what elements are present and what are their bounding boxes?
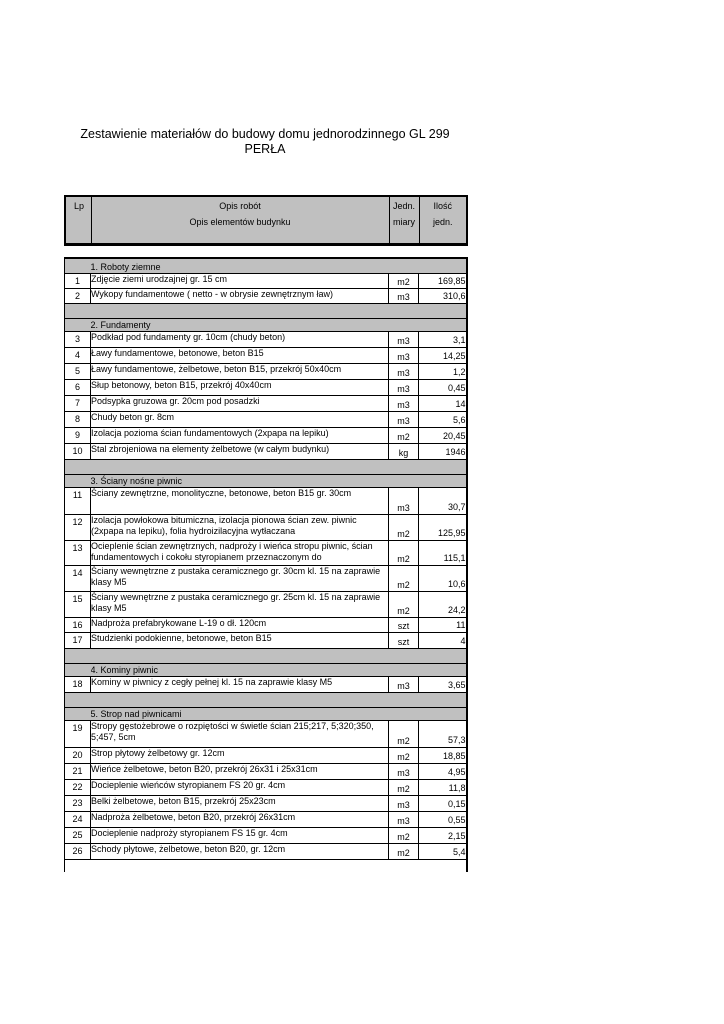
table-row <box>65 541 467 566</box>
row-quantity: 0,15 <box>419 796 467 812</box>
row-description: Podkład pod fundamenty gr. 10cm (chudy beton) <box>91 332 389 348</box>
row-description: Stropy gęstożebrowe o rozpiętości w świetle ścian 215;217, 5;320;350, 5;457, 5cm <box>91 721 389 748</box>
row-unit: m3 <box>389 812 419 828</box>
row-number: 17 <box>65 633 91 649</box>
row-unit: m3 <box>389 412 419 428</box>
row-unit: m2 <box>389 592 419 618</box>
section-lp-cell <box>65 664 91 677</box>
header-unit-line2: miary <box>393 217 415 227</box>
row-quantity: 5,4 <box>419 844 467 860</box>
row-unit: szt <box>389 618 419 633</box>
row-unit: m2 <box>389 515 419 541</box>
row-quantity: 14 <box>419 396 467 412</box>
row-number: 3 <box>65 332 91 348</box>
spacer-cell <box>65 460 467 475</box>
table-row <box>65 748 467 764</box>
row-number: 20 <box>65 748 91 764</box>
row-unit: m3 <box>389 677 419 693</box>
row-number: 26 <box>65 844 91 860</box>
row-quantity: 2,15 <box>419 828 467 844</box>
row-description: Słup betonowy, beton B15, przekrój 40x40cm <box>91 380 389 396</box>
title-line-2: PERŁA <box>244 142 286 156</box>
row-description: Docieplenie wieńców styropianem FS 20 gr. 4cm <box>91 780 389 796</box>
table-row <box>65 515 467 541</box>
row-quantity: 5,6 <box>419 412 467 428</box>
spacer-cell <box>65 693 467 708</box>
table-row <box>65 633 467 649</box>
row-quantity: 4 <box>419 633 467 649</box>
row-number: 22 <box>65 780 91 796</box>
table-row <box>65 780 467 796</box>
table-row <box>65 444 467 460</box>
row-unit: m2 <box>389 844 419 860</box>
header-opis-elementow: Opis elementów budynku <box>189 217 291 227</box>
row-description: Schody płytowe, żelbetowe, beton B20, gr. 12cm <box>91 844 389 860</box>
row-description: Chudy beton gr. 8cm <box>91 412 389 428</box>
row-description: Strop płytowy żelbetowy gr. 12cm <box>91 748 389 764</box>
row-description: Studzienki podokienne, betonowe, beton B15 <box>91 633 389 649</box>
end-cell-lp <box>65 860 91 873</box>
row-unit: m3 <box>389 364 419 380</box>
table-row <box>65 274 467 289</box>
row-number: 21 <box>65 764 91 780</box>
row-unit: m3 <box>389 764 419 780</box>
section-lp-cell <box>65 261 91 274</box>
row-description: Wieńce żelbetowe, beton B20, przekrój 26x31 i 25x31cm <box>91 764 389 780</box>
title-line-1: Zestawienie materiałów do budowy domu jednorodzinnego GL 299 <box>80 127 450 141</box>
row-number: 16 <box>65 618 91 633</box>
row-quantity: 125,95 <box>419 515 467 541</box>
row-quantity: 20,45 <box>419 428 467 444</box>
row-number: 18 <box>65 677 91 693</box>
row-quantity: 11 <box>419 618 467 633</box>
section-spacer <box>65 304 467 319</box>
table-row <box>65 677 467 693</box>
section-lp-cell <box>65 319 91 332</box>
row-unit: m2 <box>389 428 419 444</box>
header-lp: Lp <box>65 196 91 245</box>
row-unit: m3 <box>389 289 419 304</box>
end-cell-qty <box>419 860 467 873</box>
row-description: Stal zbrojeniowa na elementy żelbetowe (w całym budynku) <box>91 444 389 460</box>
section-title: 4. Kominy piwnic <box>91 664 467 677</box>
row-number: 23 <box>65 796 91 812</box>
row-unit: m3 <box>389 332 419 348</box>
header-description <box>91 196 389 245</box>
end-cell-desc <box>91 860 389 873</box>
section-title: 5. Strop nad piwnicami <box>91 708 467 721</box>
materials-table <box>64 257 468 872</box>
row-unit: m2 <box>389 541 419 566</box>
row-number: 7 <box>65 396 91 412</box>
row-description: Izolacja powłokowa bitumiczna, izolacja pionowa ścian zew. piwnic (2xpapa na lepiku), folia hydroizilacyjna wytłaczana <box>91 515 389 541</box>
table-row <box>65 844 467 860</box>
section-header-row <box>65 664 467 677</box>
section-title: 3. Ściany nośne piwnic <box>91 475 467 488</box>
table-row <box>65 764 467 780</box>
row-unit: m2 <box>389 828 419 844</box>
header-qty-line2: jedn. <box>432 217 453 227</box>
section-header-row <box>65 319 467 332</box>
row-unit: m2 <box>389 780 419 796</box>
row-description: Podsypka gruzowa gr. 20cm pod posadzki <box>91 396 389 412</box>
row-number: 14 <box>65 566 91 592</box>
row-quantity: 3,65 <box>419 677 467 693</box>
section-header-row <box>65 475 467 488</box>
row-description: Nadproża prefabrykowane L-19 o dł. 120cm <box>91 618 389 633</box>
row-quantity: 4,95 <box>419 764 467 780</box>
row-quantity: 18,85 <box>419 748 467 764</box>
spacer-cell <box>65 304 467 319</box>
row-number: 10 <box>65 444 91 460</box>
row-quantity: 115,1 <box>419 541 467 566</box>
row-quantity: 57,3 <box>419 721 467 748</box>
row-quantity: 1,2 <box>419 364 467 380</box>
header-row <box>65 196 467 245</box>
section-title: 1. Roboty ziemne <box>91 261 467 274</box>
row-number: 2 <box>65 289 91 304</box>
row-description: Ściany wewnętrzne z pustaka ceramicznego gr. 30cm kl. 15 na zaprawie klasy M5 <box>91 566 389 592</box>
table-row <box>65 592 467 618</box>
table-end-row <box>65 860 467 873</box>
row-number: 6 <box>65 380 91 396</box>
row-quantity: 24,2 <box>419 592 467 618</box>
row-unit: m2 <box>389 748 419 764</box>
row-unit: m2 <box>389 566 419 592</box>
row-description: Ściany zewnętrzne, monolityczne, betonowe, beton B15 gr. 30cm <box>91 488 389 515</box>
row-description: Docieplenie nadproży styropianem FS 15 gr. 4cm <box>91 828 389 844</box>
document-title <box>64 127 466 157</box>
section-spacer <box>65 649 467 664</box>
header-unit-line1: Jedn. <box>392 201 416 211</box>
row-quantity: 0,45 <box>419 380 467 396</box>
end-cell-unit <box>389 860 419 873</box>
row-description: Nadproża żelbetowe, beton B20, przekrój 26x31cm <box>91 812 389 828</box>
section-spacer <box>65 693 467 708</box>
header-opis-robot: Opis robót <box>219 201 261 211</box>
row-unit: m2 <box>389 274 419 289</box>
section-title: 2. Fundamenty <box>91 319 467 332</box>
spacer-cell <box>65 649 467 664</box>
table-row <box>65 396 467 412</box>
row-unit: m3 <box>389 488 419 515</box>
row-unit: m3 <box>389 348 419 364</box>
header-qty-line1: Ilość <box>433 201 452 211</box>
row-number: 11 <box>65 488 91 515</box>
row-unit: szt <box>389 633 419 649</box>
section-header-row <box>65 261 467 274</box>
row-description: Belki żelbetowe, beton B15, przekrój 25x23cm <box>91 796 389 812</box>
row-description: Wykopy fundamentowe ( netto - w obrysie zewnętrznym ław) <box>91 289 389 304</box>
row-quantity: 11,8 <box>419 780 467 796</box>
row-quantity: 14,25 <box>419 348 467 364</box>
row-number: 12 <box>65 515 91 541</box>
row-unit: m2 <box>389 721 419 748</box>
table-row <box>65 412 467 428</box>
materials-table-body <box>65 258 467 872</box>
row-description: Ocieplenie ścian zewnętrznych, nadproży i wieńca stropu piwnic, ścian fundamentowych i cokołu styropianem przeznaczonym do <box>91 541 389 566</box>
section-header-row <box>65 708 467 721</box>
row-description: Ławy fundamentowe, betonowe, beton B15 <box>91 348 389 364</box>
table-row <box>65 828 467 844</box>
row-quantity: 310,6 <box>419 289 467 304</box>
section-spacer <box>65 460 467 475</box>
row-quantity: 169,85 <box>419 274 467 289</box>
row-unit: m3 <box>389 796 419 812</box>
table-row <box>65 380 467 396</box>
row-number: 15 <box>65 592 91 618</box>
table-row <box>65 812 467 828</box>
row-number: 5 <box>65 364 91 380</box>
row-number: 8 <box>65 412 91 428</box>
row-number: 13 <box>65 541 91 566</box>
row-number: 9 <box>65 428 91 444</box>
header-quantity <box>419 196 467 245</box>
table-row <box>65 618 467 633</box>
row-number: 25 <box>65 828 91 844</box>
row-number: 4 <box>65 348 91 364</box>
table-row <box>65 566 467 592</box>
table-row <box>65 428 467 444</box>
row-quantity: 3,1 <box>419 332 467 348</box>
table-row <box>65 348 467 364</box>
section-lp-cell <box>65 475 91 488</box>
table-row <box>65 364 467 380</box>
table-row <box>65 488 467 515</box>
row-description: Zdjęcie ziemi urodzajnej gr. 15 cm <box>91 274 389 289</box>
table-row <box>65 332 467 348</box>
row-number: 19 <box>65 721 91 748</box>
column-header-table <box>64 195 468 246</box>
row-quantity: 0,55 <box>419 812 467 828</box>
row-number: 24 <box>65 812 91 828</box>
section-lp-cell <box>65 708 91 721</box>
row-quantity: 10,6 <box>419 566 467 592</box>
row-number: 1 <box>65 274 91 289</box>
row-quantity: 1946 <box>419 444 467 460</box>
row-unit: m3 <box>389 396 419 412</box>
table-row <box>65 721 467 748</box>
row-description: Izolacja pozioma ścian fundamentowych (2xpapa na lepiku) <box>91 428 389 444</box>
table-row <box>65 796 467 812</box>
header-unit <box>389 196 419 245</box>
row-description: Ściany wewnętrzne z pustaka ceramicznego gr. 25cm kl. 15 na zaprawie klasy M5 <box>91 592 389 618</box>
row-quantity: 30,7 <box>419 488 467 515</box>
row-unit: kg <box>389 444 419 460</box>
row-unit: m3 <box>389 380 419 396</box>
row-description: Ławy fundamentowe, żelbetowe, beton B15, przekrój 50x40cm <box>91 364 389 380</box>
table-row <box>65 289 467 304</box>
row-description: Kominy w piwnicy z cegły pełnej kl. 15 na zaprawie klasy M5 <box>91 677 389 693</box>
